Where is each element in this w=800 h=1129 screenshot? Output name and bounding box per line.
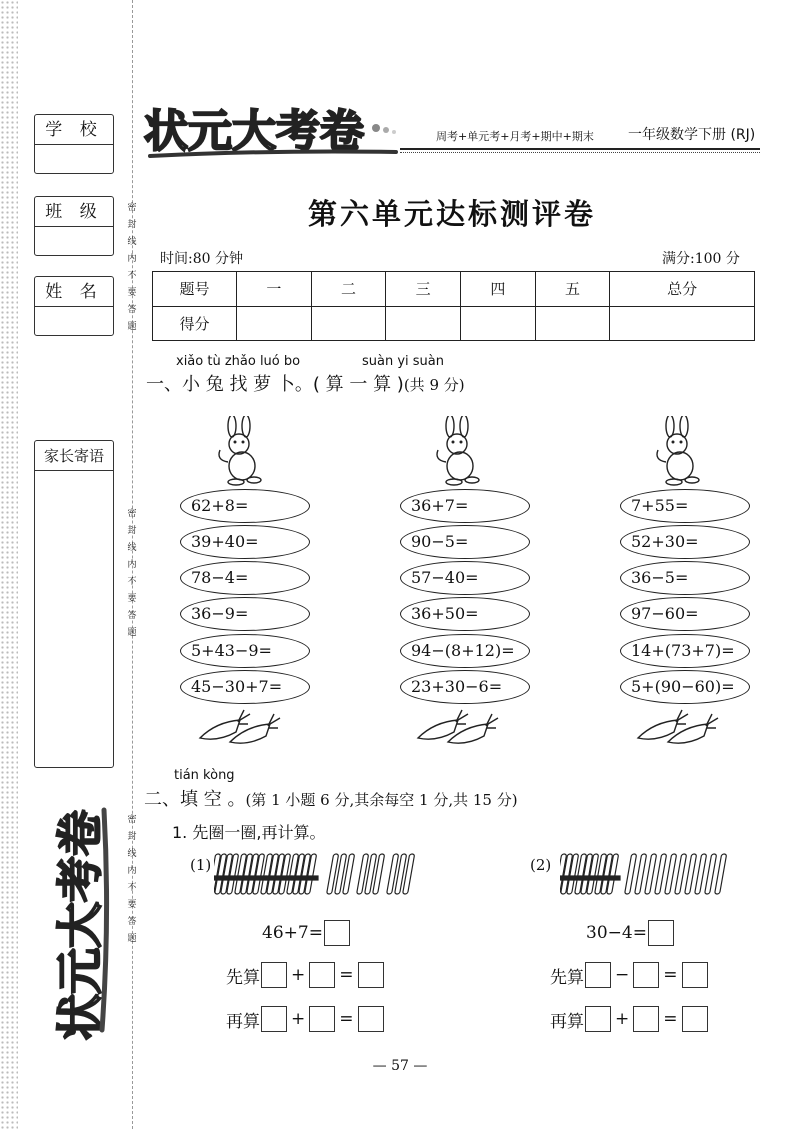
score-cell[interactable] [461,306,536,341]
answer-oval[interactable]: 23+30−6= [400,670,530,704]
rabbit-icon [428,416,492,486]
operator: + [615,1009,630,1029]
seal-char: 不 [127,271,137,281]
score-cell[interactable] [311,306,386,341]
seal-char: 线 [127,543,137,553]
answer-oval[interactable]: 52+30= [620,525,750,559]
q2-text: 二、填 空 。 [144,789,246,810]
perforated-edge [0,0,18,1129]
brand-logo [140,92,400,164]
q1-paren: ( 算 一 算 ) [312,374,404,395]
part2-then-step [550,1006,709,1032]
part2-label: (2) [530,856,552,874]
equals-sign: = [339,1009,354,1029]
answer-box[interactable] [585,962,611,988]
answer-box[interactable] [633,962,659,988]
answer-oval[interactable]: 78−4= [180,561,310,595]
q1-pinyin-b: suàn yi suàn [362,354,445,369]
seal-char: 题 [127,628,137,638]
part1-then-step [226,1006,385,1032]
q2-pinyin: tián kòng [174,768,235,783]
school-field [34,114,114,174]
seal-char: 线 [127,849,137,859]
header-subtitle: 周考+单元考+月考+期中+期末 [436,130,594,143]
time-limit: 时间:80 分钟 [160,251,243,267]
score-table-header: 二 [311,272,386,307]
q1-pinyin-a: xiǎo tù zhǎo luó bo [176,354,301,369]
parent-note-label: 家长寄语 [35,441,113,471]
score-table-header-row [153,272,755,307]
part1-equation [262,920,351,946]
svg-text:状元大考卷: 状元大考卷 [144,106,364,157]
seal-char: 封 [127,832,137,842]
score-table [152,271,755,341]
equals-sign: = [339,965,354,985]
vertical-brand-logo [38,790,118,1050]
seal-char: 封 [127,526,137,536]
score-table-header: 三 [386,272,461,307]
q2-heading [144,785,518,811]
seal-char: 线 [127,237,137,247]
header-rule-dotted [400,152,760,153]
rabbit-icon [648,416,712,486]
answer-box[interactable] [633,1006,659,1032]
seal-text-3 [126,812,138,948]
name-field [34,276,114,336]
answer-oval[interactable]: 14+(73+7)= [620,634,750,668]
answer-box[interactable] [358,1006,384,1032]
answer-oval[interactable]: 36+7= [400,489,530,523]
operator: + [291,1009,306,1029]
seal-char: 密 [127,203,137,213]
answer-box[interactable] [261,1006,287,1032]
part2-first-step [550,962,709,988]
equals-sign: = [663,965,678,985]
then-step-label: 再算 [226,1011,260,1032]
class-blank[interactable] [35,227,113,255]
answer-oval[interactable]: 5+43−9= [180,634,310,668]
name-blank[interactable] [35,307,113,335]
seal-char: 答 [127,305,137,315]
class-field [34,196,114,256]
school-blank[interactable] [35,145,113,173]
score-cell[interactable] [535,306,610,341]
answer-box[interactable] [648,920,674,946]
answer-box[interactable] [682,962,708,988]
answer-box[interactable] [585,1006,611,1032]
score-cell[interactable] [386,306,461,341]
seal-char: 要 [127,288,137,298]
answer-box[interactable] [324,920,350,946]
score-row-label: 得分 [153,306,237,341]
seal-char: 要 [127,594,137,604]
first-step-label: 先算 [226,967,260,988]
seal-char: 封 [127,220,137,230]
part2-equation [586,920,675,946]
counting-sticks-30 [560,852,760,896]
score-cell[interactable] [610,306,755,341]
answer-oval[interactable]: 90−5= [400,525,530,559]
seal-char: 题 [127,322,137,332]
part1-label: (1) [190,856,212,874]
answer-oval[interactable]: 45−30+7= [180,670,310,704]
score-table-header: 五 [535,272,610,307]
part1-first-step [226,962,385,988]
answer-oval[interactable]: 36+50= [400,597,530,631]
answer-oval[interactable]: 5+(90−60)= [620,670,750,704]
header-grade: 一年级数学下册 (RJ) [628,127,756,143]
full-score: 满分:100 分 [662,251,740,267]
page-number: — 57 — [372,1058,428,1074]
q1-heading [146,370,465,396]
first-step-label: 先算 [550,967,584,988]
class-label: 班 级 [35,197,113,227]
q2-sub1: 1. 先圈一圈,再计算。 [172,823,326,842]
answer-box[interactable] [309,962,335,988]
equals-sign: = [663,1009,678,1029]
counting-sticks-46 [214,852,444,896]
q2-points: (第 1 小题 6 分,其余每空 1 分,共 15 分) [245,791,518,809]
then-step-label: 再算 [550,1011,584,1032]
part1-equation-text: 46+7= [262,923,323,943]
q1-points: (共 9 分) [403,376,465,394]
name-label: 姓 名 [35,277,113,307]
answer-box[interactable] [309,1006,335,1032]
seal-char: 答 [127,611,137,621]
seal-char: 不 [127,577,137,587]
seal-char: 要 [127,900,137,910]
svg-text:状元大考卷: 状元大考卷 [53,810,107,1040]
q1-text: 一、小 兔 找 萝 卜。 [146,374,313,395]
answer-oval[interactable]: 97−60= [620,597,750,631]
seal-char: 密 [127,815,137,825]
seal-char: 内 [127,254,137,264]
score-table-header: 题号 [153,272,237,307]
score-table-header: 总分 [610,272,755,307]
parent-note-box [34,440,114,768]
answer-oval[interactable]: 39+40= [180,525,310,559]
school-label: 学 校 [35,115,113,145]
answer-box[interactable] [682,1006,708,1032]
operator: + [291,965,306,985]
answer-box[interactable] [261,962,287,988]
answer-oval[interactable]: 57−40= [400,561,530,595]
seal-char: 内 [127,866,137,876]
seal-char: 不 [127,883,137,893]
carrot-icon [414,704,514,746]
answer-oval[interactable]: 62+8= [180,489,310,523]
score-table-score-row [153,306,755,341]
answer-box[interactable] [358,962,384,988]
answer-oval[interactable]: 36−5= [620,561,750,595]
seal-char: 内 [127,560,137,570]
answer-oval[interactable]: 36−9= [180,597,310,631]
seal-char: 题 [127,934,137,944]
seal-char: 答 [127,917,137,927]
carrot-icon [196,704,296,746]
score-table-header: 一 [237,272,312,307]
carrot-icon [634,704,734,746]
seal-char: 密 [127,509,137,519]
score-table-header: 四 [461,272,536,307]
answer-oval[interactable]: 7+55= [620,489,750,523]
part2-equation-text: 30−4= [586,923,647,943]
operator: − [615,965,630,985]
rabbit-icon [210,416,274,486]
header-rule [400,148,760,150]
answer-oval[interactable]: 94−(8+12)= [400,634,530,668]
seal-text-2 [126,506,138,642]
page-title: 第六单元达标测评卷 [307,197,596,231]
score-cell[interactable] [237,306,312,341]
seal-text-1 [126,200,138,336]
